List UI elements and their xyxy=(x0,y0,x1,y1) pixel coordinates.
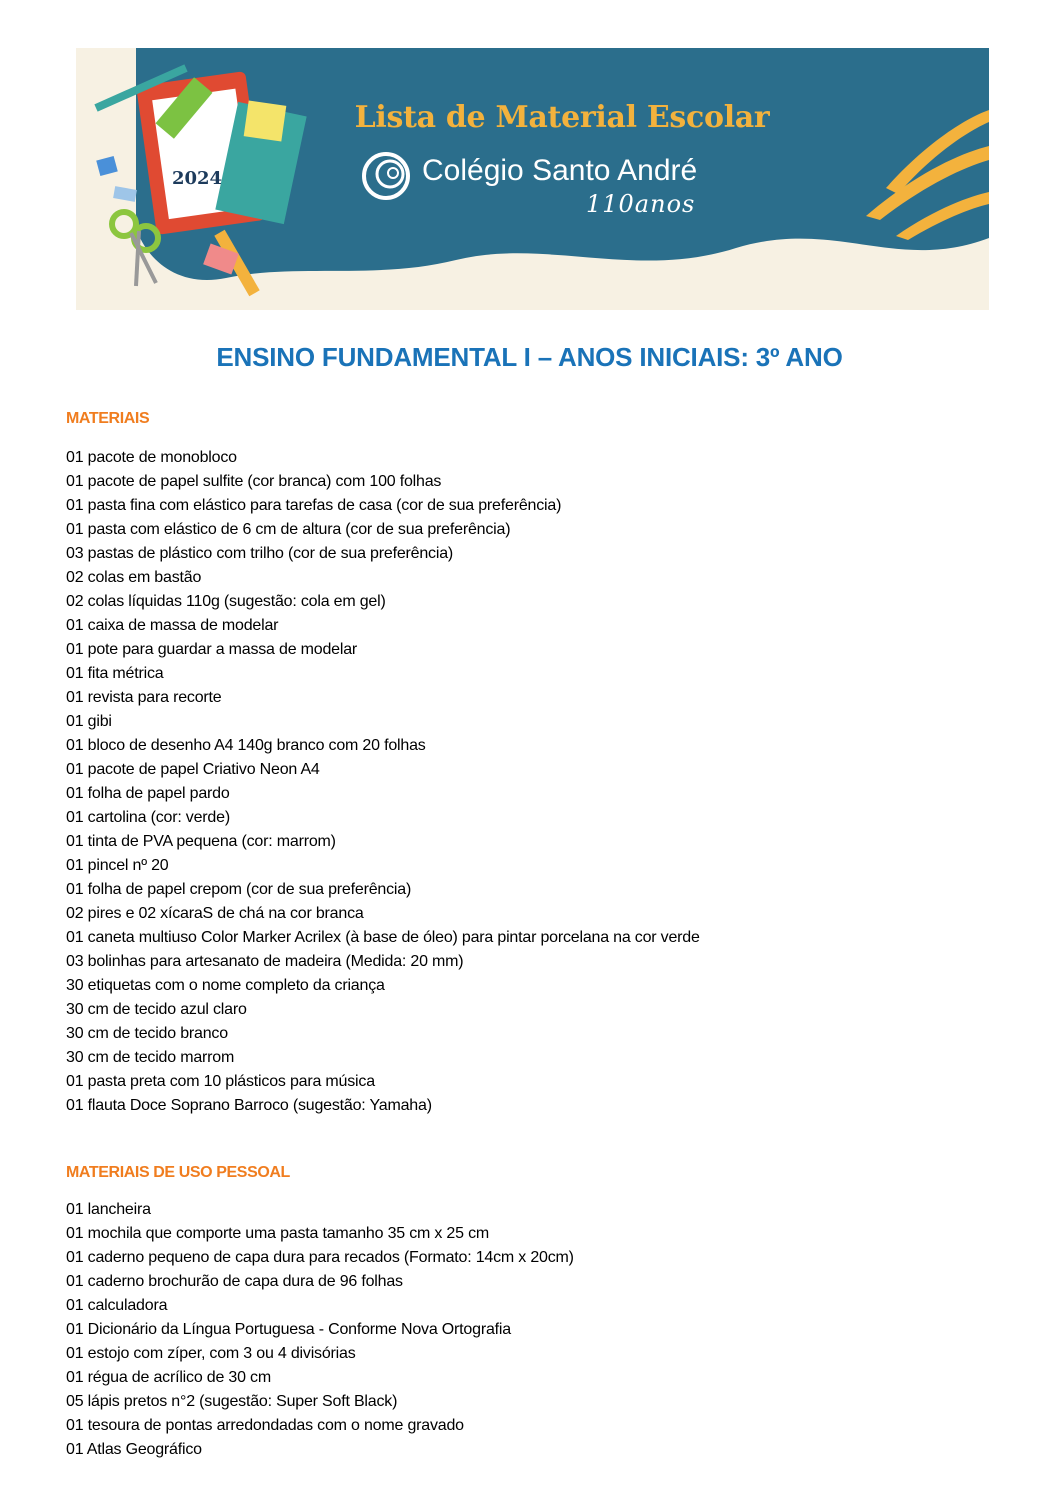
list-item: 01 calculadora xyxy=(66,1297,168,1314)
list-item: 01 régua de acrílico de 30 cm xyxy=(66,1369,271,1386)
section-title-uso-pessoal: MATERIAIS DE USO PESSOAL xyxy=(66,1164,290,1181)
list-item: 30 cm de tecido marrom xyxy=(66,1049,235,1066)
list-item: 01 lancheira xyxy=(66,1201,151,1218)
list-item: 01 fita métrica xyxy=(66,665,164,682)
list-item: 01 caderno brochurão de capa dura de 96 folhas xyxy=(66,1273,403,1290)
year-label: 2024 xyxy=(171,168,223,189)
school-name: Colégio Santo André xyxy=(422,154,698,187)
list-item: 03 pastas de plástico com trilho (cor de sua preferência) xyxy=(66,545,454,562)
banner-title: Lista de Material Escolar xyxy=(354,100,770,135)
list-item: 01 Atlas Geográfico xyxy=(66,1441,202,1458)
materials-list xyxy=(66,446,700,1118)
list-item: 30 etiquetas com o nome completo da criança xyxy=(66,977,385,994)
header-banner xyxy=(76,48,989,310)
list-item: 01 caderno pequeno de capa dura para recados (Formato: 14cm x 20cm) xyxy=(66,1249,574,1266)
list-item: 01 mochila que comporte uma pasta tamanho 35 cm x 25 cm xyxy=(66,1225,490,1242)
list-item: 01 cartolina (cor: verde) xyxy=(66,809,230,826)
list-item: 01 pasta com elástico de 6 cm de altura (cor de sua preferência) xyxy=(66,521,511,538)
page-title: ENSINO FUNDAMENTAL I – ANOS INICIAIS: 3º ANO xyxy=(216,342,843,372)
list-item: 02 pires e 02 xícaraS de chá na cor branca xyxy=(66,905,364,922)
list-item: 30 cm de tecido branco xyxy=(66,1025,228,1042)
list-item: 01 pacote de papel Criativo Neon A4 xyxy=(66,761,320,778)
list-item: 01 folha de papel pardo xyxy=(66,785,230,802)
list-item: 01 pacote de monobloco xyxy=(66,449,237,466)
list-item: 01 caneta multiuso Color Marker Acrilex (à base de óleo) para pintar porcelana na cor verde xyxy=(66,929,700,946)
list-item: 01 tinta de PVA pequena (cor: marrom) xyxy=(66,833,336,850)
list-item: 01 pasta fina com elástico para tarefas de casa (cor de sua preferência) xyxy=(66,497,562,514)
list-item: 05 lápis pretos n°2 (sugestão: Super Soft Black) xyxy=(66,1393,398,1410)
list-item: 01 folha de papel crepom (cor de sua preferência) xyxy=(66,881,412,898)
list-item: 01 Dicionário da Língua Portuguesa - Conforme Nova Ortografia xyxy=(66,1321,511,1338)
list-item: 01 pincel nº 20 xyxy=(66,857,169,874)
list-item: 01 gibi xyxy=(66,713,112,730)
list-item: 30 cm de tecido azul claro xyxy=(66,1001,247,1018)
list-item: 01 bloco de desenho A4 140g branco com 20 folhas xyxy=(66,737,426,754)
list-item: 02 colas em bastão xyxy=(66,569,202,586)
list-item: 01 estojo com zíper, com 3 ou 4 divisórias xyxy=(66,1345,356,1362)
list-item: 01 pacote de papel sulfite (cor branca) com 100 folhas xyxy=(66,473,442,490)
list-item: 01 pote para guardar a massa de modelar xyxy=(66,641,358,658)
section-title-materiais: MATERIAIS xyxy=(66,410,150,427)
list-item: 01 tesoura de pontas arredondadas com o nome gravado xyxy=(66,1417,464,1434)
personal-materials-list xyxy=(66,1198,574,1462)
list-item: 01 caixa de massa de modelar xyxy=(66,617,279,634)
list-item: 01 flauta Doce Soprano Barroco (sugestão: Yamaha) xyxy=(66,1097,432,1114)
list-item: 01 revista para recorte xyxy=(66,689,222,706)
anniversary-label: 110anos xyxy=(586,190,696,218)
list-item: 03 bolinhas para artesanato de madeira (Medida: 20 mm) xyxy=(66,953,464,970)
list-item: 02 colas líquidas 110g (sugestão: cola em gel) xyxy=(66,593,386,610)
list-item: 01 pasta preta com 10 plásticos para música xyxy=(66,1073,375,1090)
